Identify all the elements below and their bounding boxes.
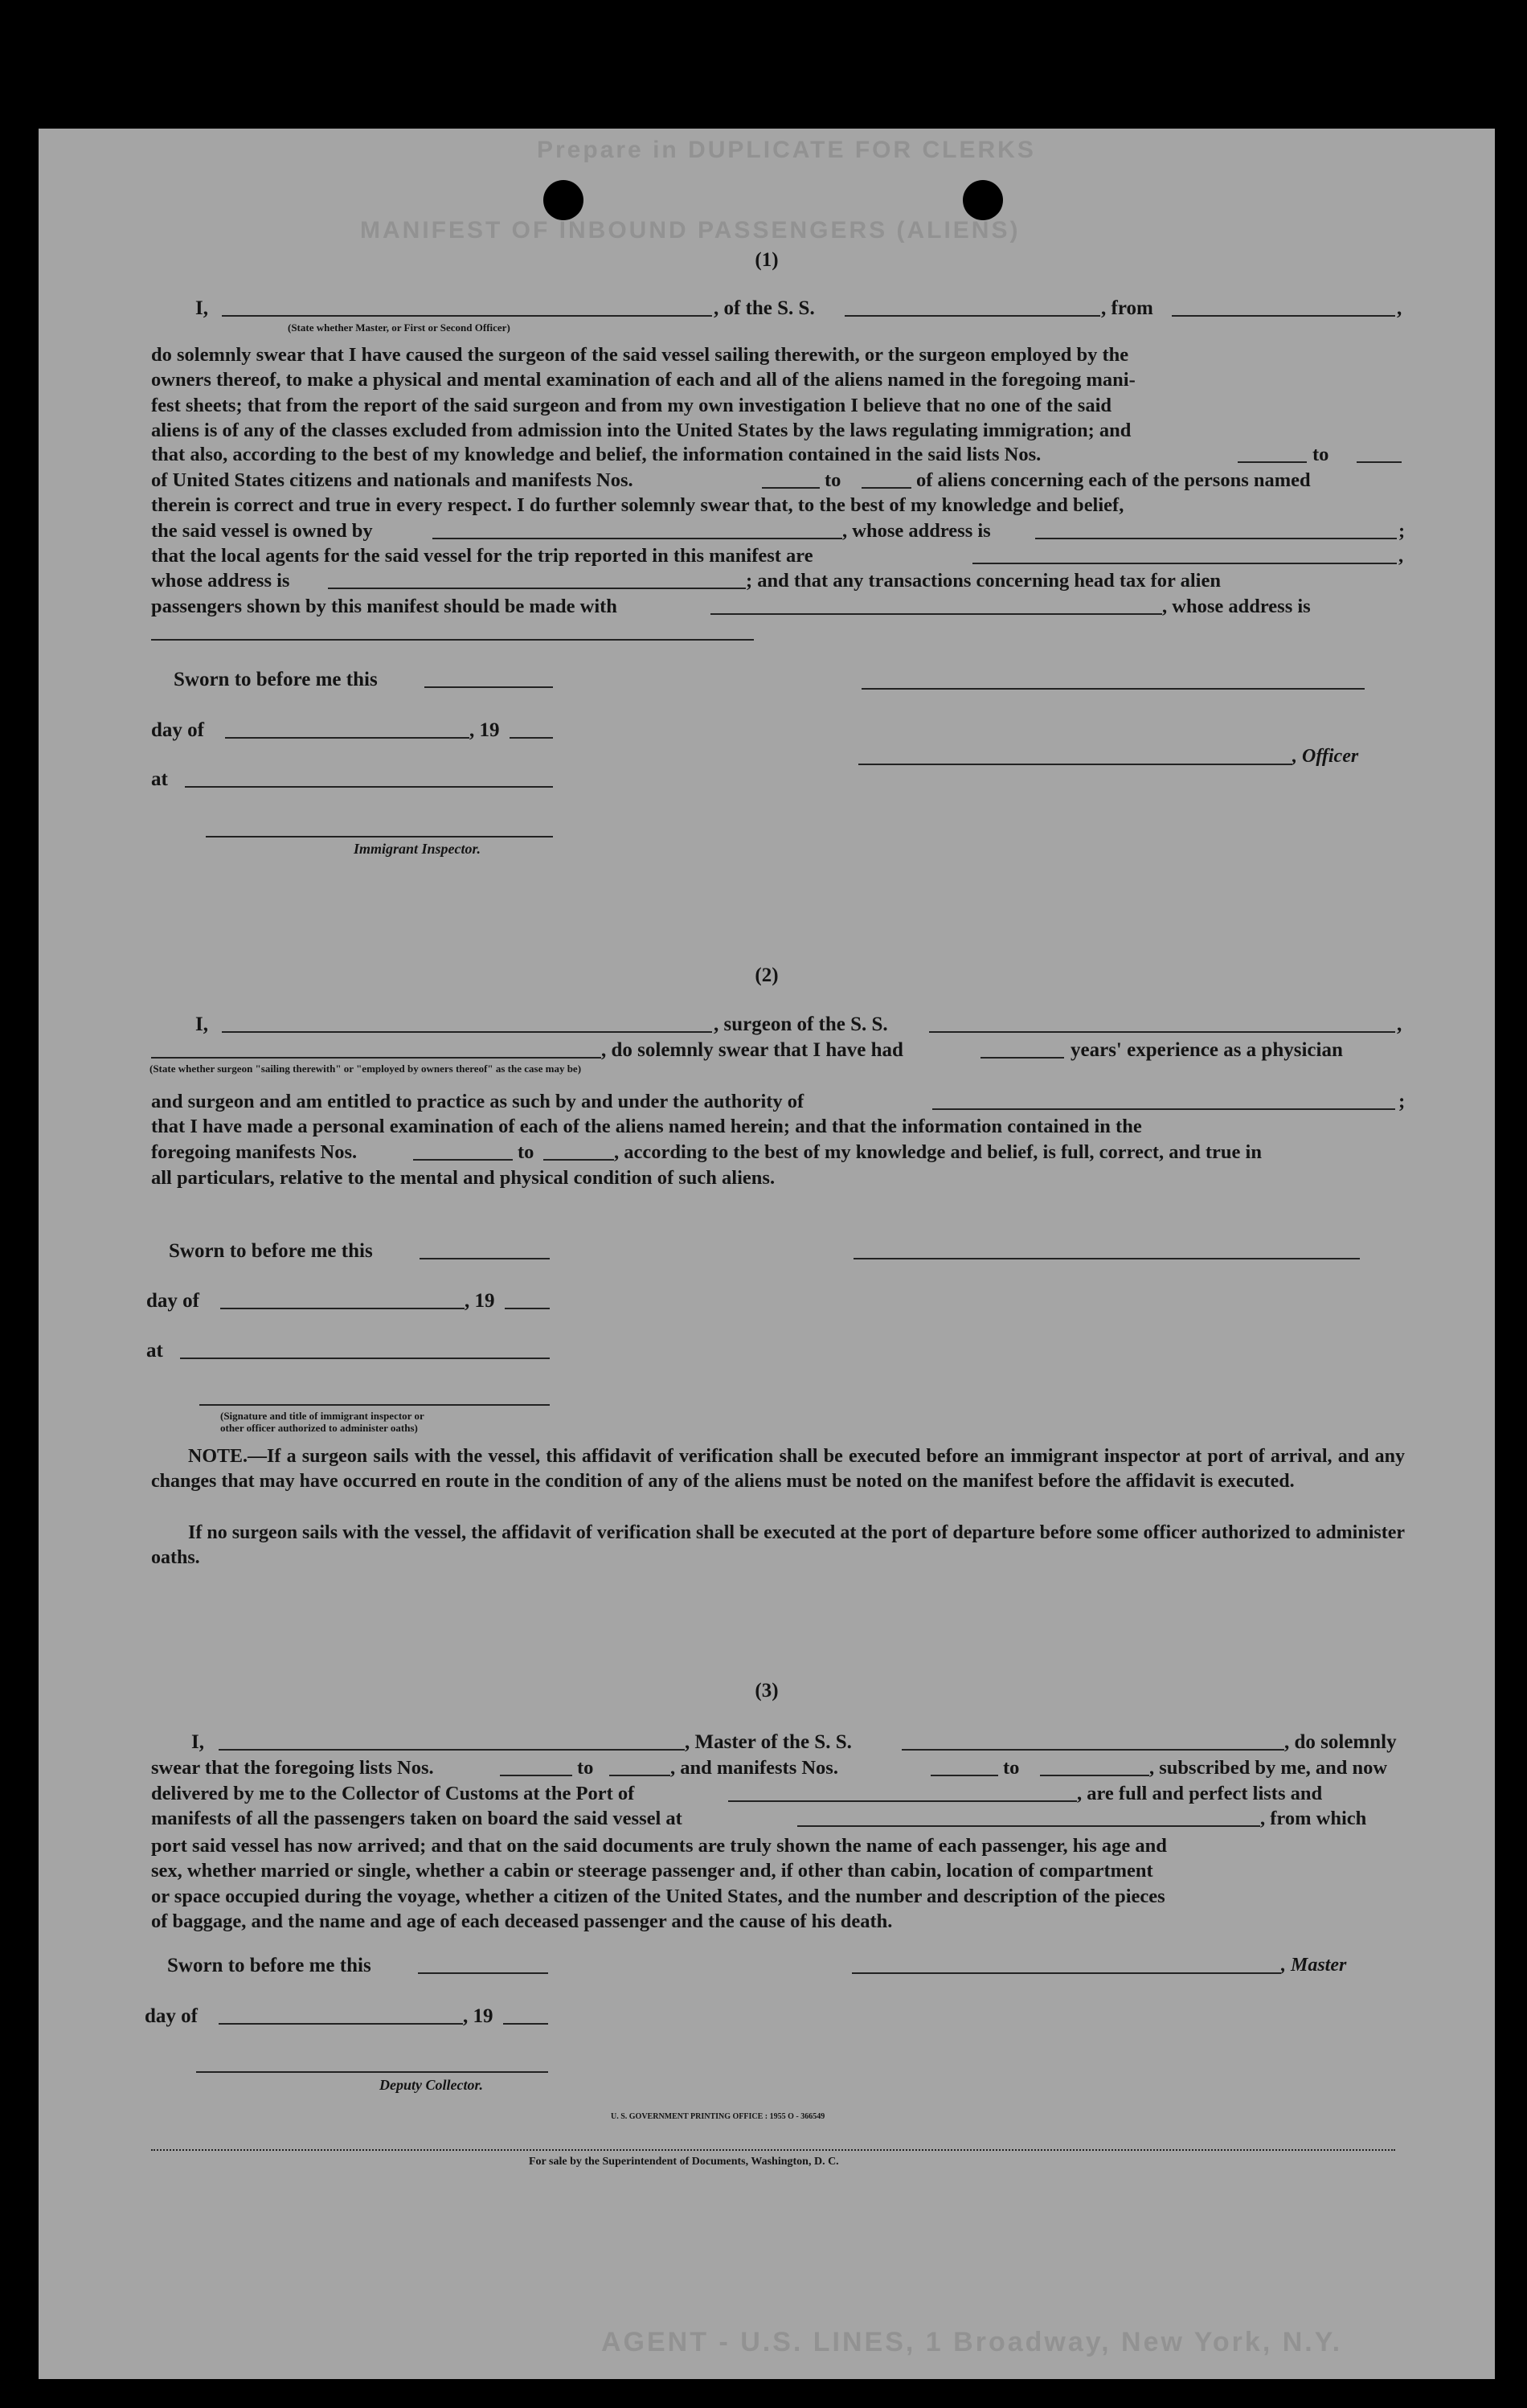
punch-hole-left bbox=[543, 180, 583, 220]
s1-owner-address-label: , whose address is bbox=[842, 520, 991, 542]
s1-inspector-signature-field[interactable] bbox=[206, 836, 553, 837]
s2-at: at bbox=[146, 1340, 163, 1362]
s1-lists-from-field[interactable] bbox=[1238, 461, 1307, 463]
s2-note-label: NOTE. bbox=[188, 1446, 248, 1467]
s3-lists: swear that the foregoing lists Nos. bbox=[151, 1757, 434, 1779]
s2-sworn: Sworn to before me this bbox=[169, 1240, 373, 1262]
s3-body-line: sex, whether married or single, whether a cabin or steerage passenger and, if other than cabin, location of compartment bbox=[151, 1860, 1153, 1882]
s1-lists-to-field[interactable] bbox=[1357, 461, 1402, 463]
s1-agents-end: , bbox=[1398, 545, 1404, 567]
s1-at-field[interactable] bbox=[185, 786, 553, 788]
s1-officer-label: , Officer bbox=[1292, 746, 1359, 767]
s1-body-line: do solemnly swear that I have caused the surgeon of the said vessel sailing therewith, or the surgeon employed by the bbox=[151, 344, 1129, 366]
s1-agents-field[interactable] bbox=[972, 563, 1397, 564]
s3-manifests-to-field[interactable] bbox=[1040, 1775, 1149, 1776]
s1-owner-field[interactable] bbox=[432, 538, 842, 539]
s3-lists-to: to bbox=[577, 1757, 594, 1779]
s2-vessel-field[interactable] bbox=[929, 1031, 1395, 1033]
s1-name-field[interactable] bbox=[222, 315, 712, 317]
s1-body bbox=[151, 342, 1405, 444]
s1-owner-address-field[interactable] bbox=[1035, 538, 1397, 539]
s1-from: , from bbox=[1101, 297, 1153, 319]
s2-manifests-from-field[interactable] bbox=[413, 1159, 513, 1161]
s2-sworn-day-field[interactable] bbox=[420, 1258, 550, 1259]
s2-sig-note-2: other officer authorized to administer oaths) bbox=[220, 1422, 418, 1434]
s1-nos-text: that also, according to the best of my knowledge and belief, the information contained in the said lists Nos. bbox=[151, 444, 1042, 465]
s3-taken-on-board: manifests of all the passengers taken on board the said vessel at bbox=[151, 1808, 682, 1829]
section-3-number: (3) bbox=[755, 1680, 779, 1702]
s2-year-field[interactable] bbox=[505, 1308, 550, 1309]
s1-officer-signature-top-field[interactable] bbox=[862, 688, 1365, 690]
s1-body-line: fest sheets; that from the report of the said surgeon and from my own investigation I believe that no one of the said bbox=[151, 394, 1111, 416]
s2-surgeon-note: (State whether surgeon "sailing therewith" or "employed by owners thereof" as the case may be) bbox=[149, 1063, 582, 1075]
s1-officer-note: (State whether Master, or First or Second Officer) bbox=[288, 321, 510, 334]
s3-subscribed: , subscribed by me, and now bbox=[1149, 1757, 1388, 1779]
s3-body-line: or space occupied during the voyage, whether a citizen of the United States, and the number and description of the pieces bbox=[151, 1885, 1165, 1907]
s2-line1-end: , bbox=[1397, 1014, 1402, 1035]
s3-from-which: , from which bbox=[1260, 1808, 1367, 1829]
faint-stamp-top-2: MANIFEST OF INBOUND PASSENGERS (ALIENS) bbox=[360, 217, 1021, 244]
s2-note-2 bbox=[151, 1521, 1405, 1571]
s3-lists-to-field[interactable] bbox=[609, 1775, 670, 1776]
s1-officer-signature-field[interactable] bbox=[858, 764, 1292, 765]
section-1-number: (1) bbox=[755, 249, 779, 271]
s1-agents-address-field[interactable] bbox=[328, 588, 746, 589]
s1-head-tax-party-field[interactable] bbox=[710, 613, 1162, 615]
s1-from-field[interactable] bbox=[1172, 315, 1395, 317]
footer-rule bbox=[151, 2149, 1395, 2151]
s3-sworn-day-field[interactable] bbox=[418, 1972, 548, 1974]
s3-name-field[interactable] bbox=[219, 1749, 685, 1751]
faint-stamp-top-1: Prepare in DUPLICATE FOR CLERKS bbox=[537, 137, 1036, 163]
s1-citizens-rest: of aliens concerning each of the persons named bbox=[916, 469, 1311, 491]
s2-note-text-2: If no surgeon sails with the vessel, the affidavit of verification shall be executed at the port of departure before some officer authorized to administer oaths. bbox=[151, 1522, 1405, 1569]
s3-body-line: port said vessel has now arrived; and that on the said documents are truly shown the name of each passenger, his age and bbox=[151, 1835, 1167, 1857]
s2-surgeon-signature-field[interactable] bbox=[854, 1258, 1360, 1259]
s2-manifests-to-field[interactable] bbox=[543, 1159, 614, 1161]
s2-authority-end: ; bbox=[1398, 1091, 1406, 1112]
s3-embark-port-field[interactable] bbox=[797, 1825, 1260, 1827]
s1-whose-address: whose address is bbox=[151, 570, 290, 592]
s1-head-tax: ; and that any transactions concerning head tax for alien bbox=[746, 570, 1221, 592]
s2-swear-text: , do solemnly swear that I have had bbox=[601, 1039, 903, 1061]
s2-at-field[interactable] bbox=[180, 1358, 550, 1359]
s3-year-field[interactable] bbox=[503, 2023, 548, 2025]
s2-day-of: day of bbox=[146, 1290, 199, 1312]
s1-passengers: passengers shown by this manifest should be made with bbox=[151, 596, 617, 617]
s3-delivered: delivered by me to the Collector of Customs at the Port of bbox=[151, 1783, 635, 1804]
s1-sworn-day-field[interactable] bbox=[424, 686, 553, 688]
s1-citizens-to: to bbox=[825, 469, 841, 491]
s2-role-field[interactable] bbox=[151, 1057, 601, 1059]
s1-owned-by: the said vessel is owned by bbox=[151, 520, 373, 542]
for-sale: For sale by the Superintendent of Documents, Washington, D. C. bbox=[529, 2156, 839, 2168]
faint-stamp-bottom: AGENT - U.S. LINES, 1 Broadway, New York, N.Y. bbox=[601, 2327, 1343, 2357]
s2-examination: that I have made a personal examination of each of the aliens named herein; and that the information contained in the bbox=[151, 1116, 1142, 1137]
s1-of-ss: , of the S. S. bbox=[714, 297, 815, 319]
s1-manifests-to-field[interactable] bbox=[862, 487, 911, 489]
s3-perfect-lists: , are full and perfect lists and bbox=[1077, 1783, 1323, 1804]
s1-therein: therein is correct and true in every respect. I do further solemnly swear that, to the best of my knowledge and belief, bbox=[151, 494, 1124, 516]
s1-year: , 19 bbox=[469, 719, 500, 741]
s1-nos-to: to bbox=[1312, 444, 1329, 465]
s3-day-of: day of bbox=[145, 2005, 198, 2027]
s2-name-field[interactable] bbox=[222, 1031, 712, 1033]
document-page bbox=[39, 129, 1495, 2379]
s3-master-signature-field[interactable] bbox=[852, 1972, 1281, 1974]
s2-authority-field[interactable] bbox=[932, 1108, 1395, 1110]
s3-sworn: Sworn to before me this bbox=[167, 1955, 371, 1976]
s2-sig-note-1: (Signature and title of immigrant inspector or bbox=[220, 1410, 424, 1422]
s3-master-label: , Master bbox=[1281, 1955, 1347, 1976]
s2-manifests: foregoing manifests Nos. bbox=[151, 1141, 358, 1163]
punch-hole-right bbox=[963, 180, 1003, 220]
s3-body bbox=[151, 1833, 1405, 1935]
s1-head-tax-address-field[interactable] bbox=[151, 639, 754, 641]
s3-month-field[interactable] bbox=[219, 2023, 463, 2025]
s2-manifests-to: to bbox=[518, 1141, 534, 1163]
s1-line1-i: I, bbox=[195, 297, 208, 319]
s2-authority: and surgeon and am entitled to practice as such by and under the authority of bbox=[151, 1091, 804, 1112]
s1-sworn: Sworn to before me this bbox=[174, 669, 378, 690]
s3-collector-label: Deputy Collector. bbox=[379, 2077, 483, 2093]
s3-lists-from-field[interactable] bbox=[500, 1775, 572, 1776]
s2-manifests-rest: , according to the best of my knowledge and belief, is full, correct, and true in bbox=[614, 1141, 1262, 1163]
s1-vessel-field[interactable] bbox=[845, 315, 1100, 317]
s1-year-field[interactable] bbox=[510, 737, 553, 739]
s2-year: , 19 bbox=[465, 1290, 495, 1312]
s1-manifests-from-field[interactable] bbox=[762, 487, 820, 489]
s1-line1-end: , bbox=[1397, 297, 1402, 319]
s2-month-field[interactable] bbox=[220, 1308, 465, 1309]
s2-inspector-signature-field[interactable] bbox=[199, 1404, 550, 1406]
s2-note bbox=[151, 1444, 1405, 1495]
s2-note-text: —If a surgeon sails with the vessel, this affidavit of verification shall be executed before an immigrant inspector at port of arrival, and any changes that may have occurred en route in the condition of any of the aliens must be noted on the manifest before the affidavit is executed. bbox=[151, 1446, 1405, 1493]
s1-passengers-address: , whose address is bbox=[1162, 596, 1311, 617]
s3-collector-signature-field[interactable] bbox=[196, 2071, 548, 2073]
s3-body-line: of baggage, and the name and age of each deceased passenger and the cause of his death. bbox=[151, 1910, 893, 1933]
s1-body-line: aliens is of any of the classes excluded from admission into the United States by the laws regulating immigration; and bbox=[151, 420, 1132, 442]
s3-manifests: , and manifests Nos. bbox=[670, 1757, 838, 1779]
s1-citizens-text: of United States citizens and nationals and manifests Nos. bbox=[151, 469, 633, 491]
s2-years-field[interactable] bbox=[980, 1057, 1064, 1059]
s3-line1-end: , do solemnly bbox=[1284, 1731, 1397, 1753]
section-2-number: (2) bbox=[755, 964, 779, 986]
s2-surgeon-of: , surgeon of the S. S. bbox=[714, 1014, 888, 1035]
s1-body-line: owners thereof, to make a physical and mental examination of each and all of the aliens named in the foregoing mani- bbox=[151, 369, 1136, 391]
s2-particulars: all particulars, relative to the mental and physical condition of such aliens. bbox=[151, 1167, 776, 1189]
s1-owned-end: ; bbox=[1398, 520, 1406, 542]
s3-port-field[interactable] bbox=[728, 1800, 1077, 1802]
printing-office: U. S. GOVERNMENT PRINTING OFFICE : 1955 O - 366549 bbox=[611, 2112, 825, 2121]
s1-inspector-label: Immigrant Inspector. bbox=[354, 841, 481, 857]
s3-manifests-to: to bbox=[1003, 1757, 1020, 1779]
s3-master-of: , Master of the S. S. bbox=[685, 1731, 852, 1753]
s1-at: at bbox=[151, 768, 168, 790]
s1-agents: that the local agents for the said vessel for the trip reported in this manifest are bbox=[151, 545, 813, 567]
s3-year: , 19 bbox=[463, 2005, 493, 2027]
s2-years-text: years' experience as a physician bbox=[1071, 1039, 1343, 1061]
s1-day-of: day of bbox=[151, 719, 204, 741]
s3-manifests-from-field[interactable] bbox=[931, 1775, 998, 1776]
s3-vessel-field[interactable] bbox=[902, 1749, 1284, 1751]
s2-line1-i: I, bbox=[195, 1014, 208, 1035]
s1-month-field[interactable] bbox=[225, 737, 469, 739]
s3-line1-i: I, bbox=[191, 1731, 204, 1753]
